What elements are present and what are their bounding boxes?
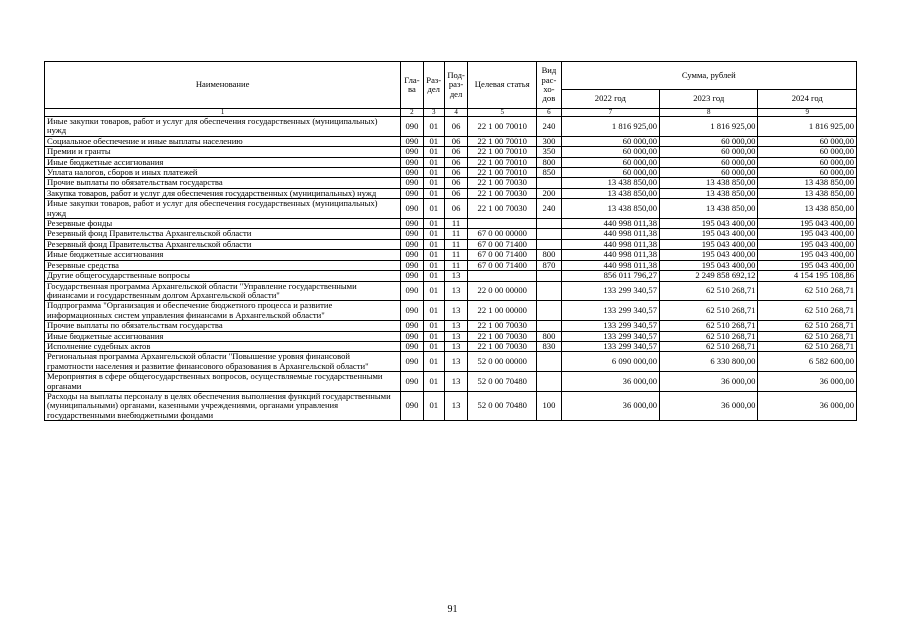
row-glava: 090 <box>401 188 423 198</box>
row-razdel: 01 <box>423 168 444 178</box>
row-sum-2023: 195 043 400,00 <box>660 260 758 270</box>
row-vid: 850 <box>537 168 561 178</box>
row-target: 22 1 00 70030 <box>468 199 537 219</box>
row-razdel: 01 <box>423 281 444 301</box>
row-sum-2023: 62 510 268,71 <box>660 321 758 331</box>
column-index: 1 <box>45 109 401 117</box>
header-name: Наименование <box>45 62 401 109</box>
row-sum-2022: 133 299 340,57 <box>561 281 659 301</box>
row-target: 22 1 00 70010 <box>468 157 537 167</box>
row-sum-2022: 440 998 011,38 <box>561 250 659 260</box>
row-glava: 090 <box>401 168 423 178</box>
row-vid <box>537 352 561 372</box>
row-target: 22 1 00 70030 <box>468 341 537 351</box>
row-sum-2022: 60 000,00 <box>561 136 659 146</box>
row-razdel: 01 <box>423 260 444 270</box>
row-target: 67 0 00 71400 <box>468 260 537 270</box>
row-sum-2024: 60 000,00 <box>758 147 857 157</box>
row-vid <box>537 271 561 281</box>
row-target: 67 0 00 71400 <box>468 239 537 249</box>
row-vid <box>537 372 561 392</box>
row-podrazdel: 06 <box>444 199 467 219</box>
row-sum-2024: 62 510 268,71 <box>758 321 857 331</box>
row-target: 22 0 00 00000 <box>468 281 537 301</box>
row-sum-2022: 440 998 011,38 <box>561 260 659 270</box>
row-glava: 090 <box>401 341 423 351</box>
row-sum-2022: 440 998 011,38 <box>561 229 659 239</box>
row-target: 22 1 00 70010 <box>468 168 537 178</box>
header-target: Целевая статья <box>468 62 537 109</box>
row-sum-2022: 133 299 340,57 <box>561 341 659 351</box>
row-sum-2023: 13 438 850,00 <box>660 199 758 219</box>
row-sum-2022: 440 998 011,38 <box>561 219 659 229</box>
row-podrazdel: 06 <box>444 178 467 188</box>
row-sum-2023: 62 510 268,71 <box>660 301 758 321</box>
row-podrazdel: 11 <box>444 239 467 249</box>
row-sum-2023: 62 510 268,71 <box>660 281 758 301</box>
row-sum-2023: 195 043 400,00 <box>660 219 758 229</box>
table-row <box>45 157 857 167</box>
row-sum-2023: 2 249 858 692,12 <box>660 271 758 281</box>
row-sum-2023: 195 043 400,00 <box>660 229 758 239</box>
row-vid <box>537 321 561 331</box>
row-razdel: 01 <box>423 341 444 351</box>
row-razdel: 01 <box>423 250 444 260</box>
header-year: 2024 год <box>758 90 857 109</box>
row-sum-2024: 36 000,00 <box>758 391 857 420</box>
table-row <box>45 168 857 178</box>
row-target: 22 1 00 70030 <box>468 178 537 188</box>
row-razdel: 01 <box>423 331 444 341</box>
row-sum-2022: 133 299 340,57 <box>561 321 659 331</box>
table-row <box>45 341 857 351</box>
row-sum-2024: 1 816 925,00 <box>758 117 857 137</box>
row-sum-2022: 856 011 796,27 <box>561 271 659 281</box>
row-sum-2024: 62 510 268,71 <box>758 281 857 301</box>
table-row <box>45 199 857 219</box>
row-razdel: 01 <box>423 321 444 331</box>
table-row <box>45 321 857 331</box>
row-name: Прочие выплаты по обязательствам государства <box>45 321 401 331</box>
row-podrazdel: 13 <box>444 271 467 281</box>
budget-table <box>44 61 857 421</box>
row-vid: 800 <box>537 157 561 167</box>
header-sum: Сумма, рублей <box>561 62 856 90</box>
row-target: 67 0 00 71400 <box>468 250 537 260</box>
row-razdel: 01 <box>423 301 444 321</box>
row-target <box>468 271 537 281</box>
row-sum-2023: 60 000,00 <box>660 147 758 157</box>
row-name: Премии и гранты <box>45 147 401 157</box>
row-sum-2024: 13 438 850,00 <box>758 188 857 198</box>
row-sum-2024: 62 510 268,71 <box>758 331 857 341</box>
row-vid: 240 <box>537 199 561 219</box>
row-name: Другие общегосударственные вопросы <box>45 271 401 281</box>
row-target: 22 1 00 70010 <box>468 147 537 157</box>
row-sum-2023: 13 438 850,00 <box>660 188 758 198</box>
row-target: 22 1 00 70010 <box>468 136 537 146</box>
row-sum-2022: 36 000,00 <box>561 372 659 392</box>
column-index: 4 <box>444 109 467 117</box>
table-row <box>45 239 857 249</box>
row-glava: 090 <box>401 147 423 157</box>
row-glava: 090 <box>401 250 423 260</box>
header-year: 2022 год <box>561 90 659 109</box>
row-razdel: 01 <box>423 199 444 219</box>
row-glava: 090 <box>401 260 423 270</box>
row-sum-2023: 62 510 268,71 <box>660 331 758 341</box>
row-sum-2024: 4 154 195 108,86 <box>758 271 857 281</box>
row-podrazdel: 11 <box>444 260 467 270</box>
row-vid: 300 <box>537 136 561 146</box>
row-razdel: 01 <box>423 157 444 167</box>
table-row <box>45 301 857 321</box>
row-sum-2023: 60 000,00 <box>660 168 758 178</box>
row-vid <box>537 219 561 229</box>
column-index: 3 <box>423 109 444 117</box>
row-glava: 090 <box>401 239 423 249</box>
header-razdel: Раз-дел <box>423 62 444 109</box>
row-glava: 090 <box>401 157 423 167</box>
row-name: Мероприятия в сфере общегосударственных вопросов, осуществляемые государственными органами <box>45 372 401 392</box>
row-sum-2022: 1 816 925,00 <box>561 117 659 137</box>
row-name: Уплата налогов, сборов и иных платежей <box>45 168 401 178</box>
row-glava: 090 <box>401 199 423 219</box>
row-name: Резервные средства <box>45 260 401 270</box>
table-row <box>45 352 857 372</box>
row-name: Региональная программа Архангельской области "Повышение уровня финансовой грамотности населения и развитие финансового образования в Архангельской области" <box>45 352 401 372</box>
row-sum-2024: 62 510 268,71 <box>758 301 857 321</box>
row-sum-2024: 195 043 400,00 <box>758 260 857 270</box>
row-name: Социальное обеспечение и иные выплаты населению <box>45 136 401 146</box>
row-podrazdel: 06 <box>444 136 467 146</box>
row-razdel: 01 <box>423 117 444 137</box>
table-row <box>45 281 857 301</box>
row-sum-2022: 6 090 000,00 <box>561 352 659 372</box>
row-podrazdel: 06 <box>444 147 467 157</box>
row-podrazdel: 11 <box>444 229 467 239</box>
row-glava: 090 <box>401 136 423 146</box>
table-row <box>45 229 857 239</box>
row-sum-2023: 13 438 850,00 <box>660 178 758 188</box>
row-sum-2024: 60 000,00 <box>758 168 857 178</box>
row-name: Иные бюджетные ассигнования <box>45 331 401 341</box>
row-sum-2022: 133 299 340,57 <box>561 301 659 321</box>
row-sum-2023: 60 000,00 <box>660 136 758 146</box>
row-name: Расходы на выплаты персоналу в целях обеспечения выполнения функций государственными (муниципальными) органами, казенными учреждениями, органами управления государственными внебюджетными фондами <box>45 391 401 420</box>
row-name: Иные закупки товаров, работ и услуг для обеспечения государственных (муниципальных) нужд <box>45 199 401 219</box>
row-sum-2024: 60 000,00 <box>758 157 857 167</box>
row-vid: 240 <box>537 117 561 137</box>
table-row <box>45 260 857 270</box>
row-sum-2024: 36 000,00 <box>758 372 857 392</box>
row-podrazdel: 11 <box>444 250 467 260</box>
column-index: 7 <box>561 109 659 117</box>
row-razdel: 01 <box>423 239 444 249</box>
row-sum-2022: 60 000,00 <box>561 168 659 178</box>
row-target <box>468 219 537 229</box>
row-podrazdel: 06 <box>444 188 467 198</box>
row-target: 22 1 00 70030 <box>468 188 537 198</box>
row-sum-2024: 13 438 850,00 <box>758 199 857 219</box>
row-sum-2022: 133 299 340,57 <box>561 331 659 341</box>
table-row <box>45 219 857 229</box>
table-row <box>45 372 857 392</box>
row-target: 22 1 00 00000 <box>468 301 537 321</box>
row-name: Иные бюджетные ассигнования <box>45 250 401 260</box>
row-glava: 090 <box>401 271 423 281</box>
row-razdel: 01 <box>423 136 444 146</box>
row-razdel: 01 <box>423 147 444 157</box>
row-sum-2023: 1 816 925,00 <box>660 117 758 137</box>
row-sum-2023: 62 510 268,71 <box>660 341 758 351</box>
row-vid: 350 <box>537 147 561 157</box>
row-sum-2024: 195 043 400,00 <box>758 219 857 229</box>
column-index: 2 <box>401 109 423 117</box>
row-name: Резервный фонд Правительства Архангельской области <box>45 239 401 249</box>
header-vid: Вид рас-хо-дов <box>537 62 561 109</box>
header-year: 2023 год <box>660 90 758 109</box>
row-sum-2024: 195 043 400,00 <box>758 229 857 239</box>
row-sum-2022: 13 438 850,00 <box>561 199 659 219</box>
row-vid: 800 <box>537 250 561 260</box>
row-sum-2022: 13 438 850,00 <box>561 188 659 198</box>
row-podrazdel: 06 <box>444 157 467 167</box>
page-number: 91 <box>447 604 458 615</box>
row-name: Государственная программа Архангельской области "Управление государственными финансами и государственным долгом Архангельской области" <box>45 281 401 301</box>
row-razdel: 01 <box>423 391 444 420</box>
row-sum-2023: 195 043 400,00 <box>660 250 758 260</box>
row-glava: 090 <box>401 229 423 239</box>
row-podrazdel: 13 <box>444 341 467 351</box>
row-vid: 800 <box>537 331 561 341</box>
row-vid <box>537 229 561 239</box>
row-target: 67 0 00 00000 <box>468 229 537 239</box>
row-sum-2022: 60 000,00 <box>561 147 659 157</box>
column-index: 5 <box>468 109 537 117</box>
header-podrazdel: Под-раз-дел <box>444 62 467 109</box>
row-podrazdel: 13 <box>444 331 467 341</box>
row-target: 22 1 00 70030 <box>468 321 537 331</box>
table-row <box>45 136 857 146</box>
row-podrazdel: 13 <box>444 301 467 321</box>
row-sum-2022: 60 000,00 <box>561 157 659 167</box>
row-name: Закупка товаров, работ и услуг для обеспечения государственных (муниципальных) нужд <box>45 188 401 198</box>
row-name: Иные бюджетные ассигнования <box>45 157 401 167</box>
row-podrazdel: 13 <box>444 352 467 372</box>
row-sum-2023: 6 330 800,00 <box>660 352 758 372</box>
row-razdel: 01 <box>423 271 444 281</box>
row-podrazdel: 13 <box>444 391 467 420</box>
table-row <box>45 188 857 198</box>
row-glava: 090 <box>401 352 423 372</box>
row-name: Подпрограмма "Организация и обеспечение бюджетного процесса и развитие информационных систем управления финансами в Архангельской области" <box>45 301 401 321</box>
row-sum-2024: 6 582 600,00 <box>758 352 857 372</box>
row-sum-2024: 195 043 400,00 <box>758 239 857 249</box>
row-podrazdel: 06 <box>444 168 467 178</box>
row-sum-2024: 60 000,00 <box>758 136 857 146</box>
row-glava: 090 <box>401 321 423 331</box>
row-vid: 830 <box>537 341 561 351</box>
header-row <box>45 62 857 90</box>
table-row <box>45 117 857 137</box>
row-target: 22 1 00 70030 <box>468 331 537 341</box>
row-target: 52 0 00 70480 <box>468 391 537 420</box>
row-name: Исполнение судебных актов <box>45 341 401 351</box>
table-row <box>45 178 857 188</box>
row-name: Иные закупки товаров, работ и услуг для обеспечения государственных (муниципальных) нужд <box>45 117 401 137</box>
row-glava: 090 <box>401 391 423 420</box>
row-name: Резервные фонды <box>45 219 401 229</box>
row-razdel: 01 <box>423 188 444 198</box>
table-row <box>45 391 857 420</box>
row-sum-2023: 195 043 400,00 <box>660 239 758 249</box>
column-index: 9 <box>758 109 857 117</box>
row-sum-2024: 62 510 268,71 <box>758 341 857 351</box>
column-index-row <box>45 109 857 117</box>
row-razdel: 01 <box>423 229 444 239</box>
row-name: Резервный фонд Правительства Архангельской области <box>45 229 401 239</box>
row-target: 52 0 00 70480 <box>468 372 537 392</box>
row-razdel: 01 <box>423 219 444 229</box>
row-sum-2022: 36 000,00 <box>561 391 659 420</box>
table-row <box>45 147 857 157</box>
row-sum-2023: 60 000,00 <box>660 157 758 167</box>
row-vid <box>537 239 561 249</box>
row-razdel: 01 <box>423 372 444 392</box>
row-podrazdel: 11 <box>444 219 467 229</box>
row-target: 22 1 00 70010 <box>468 117 537 137</box>
row-glava: 090 <box>401 331 423 341</box>
row-sum-2023: 36 000,00 <box>660 372 758 392</box>
row-vid <box>537 281 561 301</box>
row-sum-2023: 36 000,00 <box>660 391 758 420</box>
row-vid: 870 <box>537 260 561 270</box>
row-glava: 090 <box>401 178 423 188</box>
row-target: 52 0 00 00000 <box>468 352 537 372</box>
row-sum-2024: 13 438 850,00 <box>758 178 857 188</box>
row-vid <box>537 301 561 321</box>
table-row <box>45 331 857 341</box>
row-glava: 090 <box>401 301 423 321</box>
row-glava: 090 <box>401 281 423 301</box>
row-podrazdel: 13 <box>444 321 467 331</box>
row-razdel: 01 <box>423 352 444 372</box>
row-vid: 100 <box>537 391 561 420</box>
header-glava: Гла-ва <box>401 62 423 109</box>
table-row <box>45 271 857 281</box>
row-name: Прочие выплаты по обязательствам государства <box>45 178 401 188</box>
row-glava: 090 <box>401 372 423 392</box>
row-podrazdel: 13 <box>444 281 467 301</box>
table-body <box>45 117 857 421</box>
row-sum-2022: 440 998 011,38 <box>561 239 659 249</box>
row-vid <box>537 178 561 188</box>
column-index: 6 <box>537 109 561 117</box>
table-row <box>45 250 857 260</box>
row-vid: 200 <box>537 188 561 198</box>
column-index: 8 <box>660 109 758 117</box>
row-razdel: 01 <box>423 178 444 188</box>
row-sum-2022: 13 438 850,00 <box>561 178 659 188</box>
row-sum-2024: 195 043 400,00 <box>758 250 857 260</box>
row-glava: 090 <box>401 117 423 137</box>
row-podrazdel: 06 <box>444 117 467 137</box>
row-podrazdel: 13 <box>444 372 467 392</box>
row-glava: 090 <box>401 219 423 229</box>
